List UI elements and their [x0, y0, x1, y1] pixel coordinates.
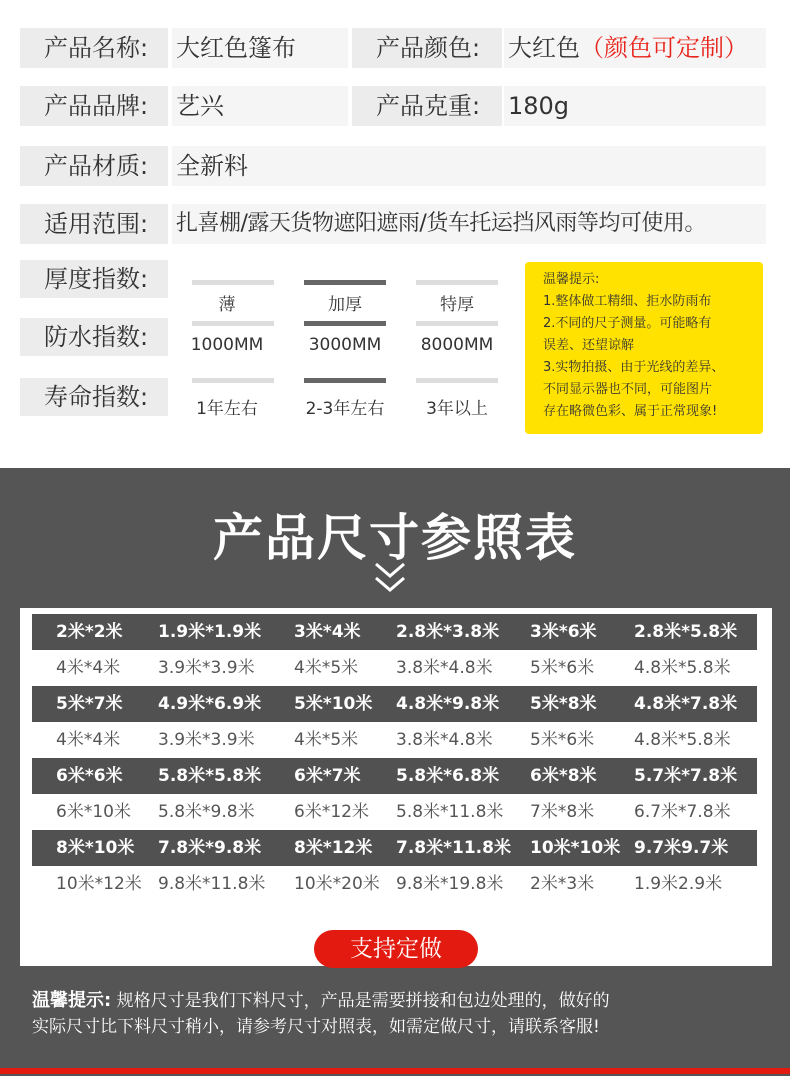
thickness-value-2: 加厚	[328, 295, 362, 315]
product-color-value: 大红色	[508, 34, 580, 62]
life-bar-1	[192, 378, 274, 383]
table-row	[32, 830, 757, 866]
size-cell: 5.8米*9.8米	[158, 802, 255, 822]
custom-order-button[interactable]: 支持定做	[314, 930, 478, 968]
product-scope-value: 扎喜棚/露天货物遮阳遮雨/货车托运挡风雨等均可使用。	[172, 204, 766, 244]
waterproof-bar-1	[192, 321, 274, 326]
chevron-down-icon	[372, 558, 408, 598]
size-cell: 4.8米*5.8米	[634, 658, 731, 678]
size-cell: 6米*6米	[56, 766, 123, 786]
size-cell: 3.9米*3.9米	[158, 658, 255, 678]
size-cell: 7.8米*9.8米	[158, 838, 262, 858]
size-cell: 5米*8米	[530, 694, 597, 714]
tips-box	[525, 262, 763, 434]
thickness-value-1: 薄	[218, 295, 236, 315]
table-row	[32, 866, 757, 902]
size-table-title: 产品尺寸参照表	[213, 509, 577, 567]
size-cell: 4米*5米	[294, 730, 359, 750]
size-cell: 10米*20米	[294, 874, 380, 894]
thickness-index-label: 厚度指数:	[20, 260, 168, 298]
size-cell: 5米*7米	[56, 694, 123, 714]
tips-line: 2.不同的尺子测量。可能略有	[543, 316, 712, 331]
tips-line: 不同显示器也不同，可能图片	[543, 382, 713, 397]
size-cell: 9.7米9.7米	[634, 838, 729, 858]
size-cell: 3.9米*3.9米	[158, 730, 255, 750]
waterproof-bar-3	[416, 321, 498, 326]
waterproof-value-1: 1000MM	[190, 335, 264, 355]
size-cell: 8米*10米	[56, 838, 135, 858]
footer-note-line2: 实际尺寸比下料尺寸稍小，请参考尺寸对照表，如需定做尺寸，请联系客服!	[32, 1017, 600, 1037]
tips-line: 3.实物拍摄、由于光线的差异、	[543, 360, 725, 375]
tips-title: 温馨提示:	[543, 272, 600, 287]
size-cell: 4.8米*9.8米	[396, 694, 500, 714]
product-weight-value: 180g	[504, 86, 766, 126]
product-brand-label: 产品品牌:	[20, 86, 168, 126]
size-cell: 6.7米*7.8米	[634, 802, 731, 822]
product-brand-value: 艺兴	[172, 86, 348, 126]
product-material-value: 全新料	[172, 146, 766, 186]
size-cell: 9.8米*11.8米	[158, 874, 266, 894]
footer-note-line1: 规格尺寸是我们下料尺寸，产品是需要拼接和包边处理的，做好的	[116, 991, 610, 1011]
size-cell: 4米*4米	[56, 658, 121, 678]
size-cell: 7.8米*11.8米	[396, 838, 511, 858]
waterproof-bar-2	[304, 321, 386, 326]
thickness-bar-3	[416, 280, 498, 285]
table-row	[32, 794, 757, 830]
size-cell: 6米*12米	[294, 802, 369, 822]
size-cell: 3米*6米	[530, 622, 597, 642]
tips-line: 1.整体做工精细、拒水防雨布	[543, 294, 712, 309]
size-cell: 6米*7米	[294, 766, 361, 786]
size-cell: 3.8米*4.8米	[396, 730, 493, 750]
size-cell: 5米*6米	[530, 658, 595, 678]
size-cell: 3.8米*4.8米	[396, 658, 493, 678]
size-cell: 5米*10米	[294, 694, 373, 714]
size-cell: 2.8米*3.8米	[396, 622, 500, 642]
size-cell: 2.8米*5.8米	[634, 622, 738, 642]
size-cell: 4.8米*5.8米	[634, 730, 731, 750]
table-row	[32, 722, 757, 758]
waterproof-value-3: 8000MM	[420, 335, 494, 355]
size-cell: 10米*12米	[56, 874, 142, 894]
life-bar-2	[304, 378, 386, 383]
size-cell: 2米*3米	[530, 874, 595, 894]
bottom-divider	[0, 1068, 790, 1074]
product-color-label: 产品颜色:	[352, 28, 502, 68]
life-value-1: 1年左右	[196, 399, 258, 419]
size-cell: 5.8米*5.8米	[158, 766, 262, 786]
size-cell: 1.9米*1.9米	[158, 622, 262, 642]
size-cell: 6米*10米	[56, 802, 131, 822]
life-bar-3	[416, 378, 498, 383]
life-value-3: 3年以上	[426, 399, 488, 419]
size-cell: 2米*2米	[56, 622, 123, 642]
thickness-value-3: 特厚	[440, 295, 474, 315]
table-row	[32, 758, 757, 794]
footer-note	[32, 988, 772, 1040]
size-cell: 9.8米*19.8米	[396, 874, 504, 894]
size-cell: 6米*8米	[530, 766, 597, 786]
waterproof-index-label: 防水指数:	[20, 318, 168, 356]
size-cell: 8米*12米	[294, 838, 373, 858]
life-value-2: 2-3年左右	[305, 399, 385, 419]
size-cell: 4.9米*6.9米	[158, 694, 262, 714]
size-cell: 10米*10米	[530, 838, 621, 858]
table-row	[32, 686, 757, 722]
tips-line: 存在略微色彩、属于正常现象!	[543, 404, 718, 419]
size-cell: 5.8米*11.8米	[396, 802, 504, 822]
tips-line: 误差、还望谅解	[543, 338, 635, 353]
size-cell: 5.8米*6.8米	[396, 766, 500, 786]
thickness-bar-2	[304, 280, 386, 285]
size-cell: 1.9米2.9米	[634, 874, 723, 894]
size-cell: 4米*4米	[56, 730, 121, 750]
size-cell: 5米*6米	[530, 730, 595, 750]
footer-note-title: 温馨提示:	[32, 990, 112, 1011]
thickness-bar-1	[192, 280, 274, 285]
product-scope-label: 适用范围:	[20, 204, 168, 244]
product-color-value-wrap	[504, 28, 766, 68]
size-cell: 5.7米*7.8米	[634, 766, 738, 786]
size-cell: 4米*5米	[294, 658, 359, 678]
table-row	[32, 650, 757, 686]
product-color-note: （颜色可定制）	[580, 34, 748, 62]
size-section	[0, 468, 790, 1076]
product-material-label: 产品材质:	[20, 146, 168, 186]
size-cell: 7米*8米	[530, 802, 595, 822]
product-name-value: 大红色篷布	[172, 28, 348, 68]
waterproof-value-2: 3000MM	[308, 335, 382, 355]
table-row	[32, 614, 757, 650]
life-index-label: 寿命指数:	[20, 378, 168, 416]
product-weight-label: 产品克重:	[352, 86, 502, 126]
size-table-panel	[20, 608, 772, 966]
product-name-label: 产品名称:	[20, 28, 168, 68]
size-cell: 3米*4米	[294, 622, 361, 642]
size-cell: 4.8米*7.8米	[634, 694, 738, 714]
